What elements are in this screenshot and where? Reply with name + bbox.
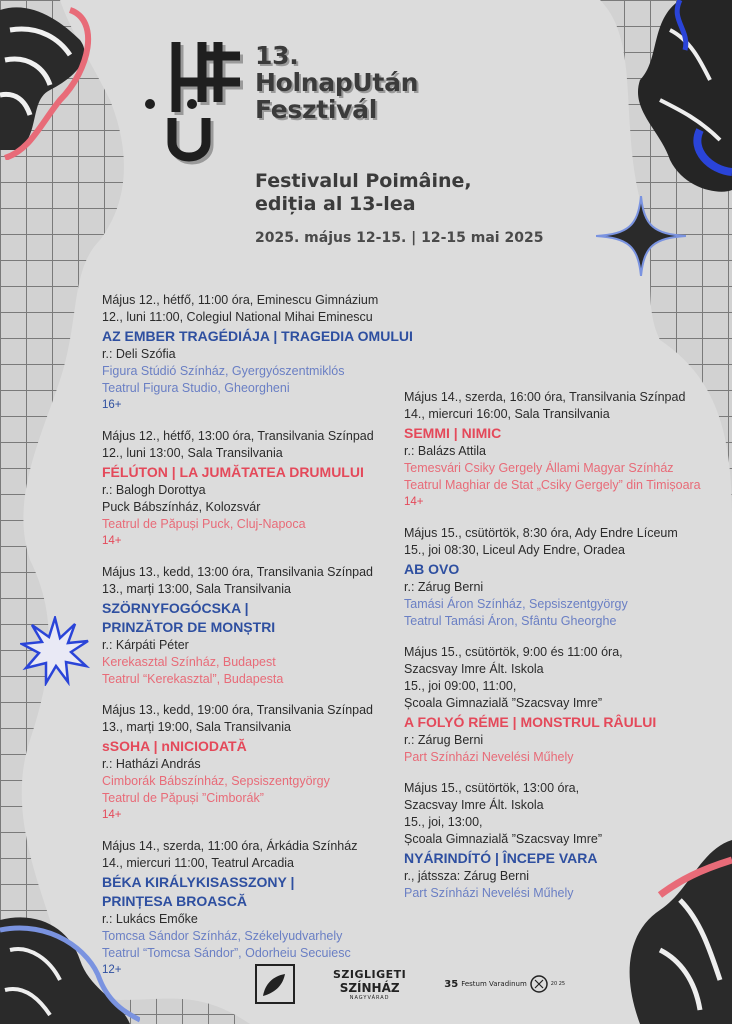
- event-item: [102, 702, 422, 824]
- event-date-hu: Május 12., hétfő, 11:00 óra, Eminescu Gimnázium: [102, 293, 379, 307]
- event-theatre-ro: Teatrul “Kerekasztal”, Budapesta: [102, 672, 284, 686]
- event-director: r.: Zárug Berni: [404, 733, 484, 747]
- event-date-ro: 12., luni 13:00, Sala Transilvania: [102, 446, 283, 460]
- event-date-hu: Május 15., csütörtök, 13:00 óra,: [404, 781, 580, 795]
- event-age: 14+: [102, 535, 122, 547]
- festum-varadinum-logo: 35 Festum Varadinum 20 25: [444, 975, 565, 993]
- event-director: r.: Balázs Attila: [404, 444, 486, 458]
- festival-ro-line1: Festivalul Poimâine,: [255, 170, 472, 192]
- event-theatre-ro: Teatrul de Păpuși ”Cimborák”: [102, 791, 264, 805]
- star-sparkle-right: [596, 196, 686, 276]
- event-age: 12+: [102, 964, 122, 976]
- event-date-hu: Május 12., hétfő, 13:00 óra, Transilvania Színpad: [102, 429, 374, 443]
- event-item: [404, 525, 729, 630]
- event-title-line2: PRINZĂTOR DE MONȘTRI: [102, 619, 276, 635]
- event-director: r.: Deli Szófia: [102, 347, 176, 361]
- event-date-ro: 15., joi, 13:00,: [404, 815, 483, 829]
- event-venue-hu: Szacsvay Imre Ált. Iskola: [404, 662, 544, 676]
- crest-icon: [530, 975, 548, 993]
- event-item: [102, 564, 422, 688]
- bird-logo-icon: [255, 964, 295, 1004]
- event-date-ro: 13., marți 13:00, Sala Transilvania: [102, 582, 291, 596]
- event-title: NYÁRINDÍTÓ | ÎNCEPE VARA: [404, 850, 598, 866]
- chrome-swirl-top-right: [630, 0, 732, 200]
- event-item: [404, 780, 729, 902]
- event-theatre-ro: Teatrul de Păpuși Puck, Cluj-Napoca: [102, 517, 306, 531]
- schedule-left-column: [102, 292, 422, 993]
- event-date-ro: 12., luni 11:00, Colegiul National Mihai Eminescu: [102, 310, 373, 324]
- event-director: r.: Kárpáti Péter: [102, 638, 189, 652]
- event-item: [404, 389, 729, 511]
- festival-name-line2: Fesztivál: [255, 95, 378, 124]
- event-venue-ro: Școala Gimnazială ”Szacsvay Imre”: [404, 696, 602, 710]
- event-date-ro: 14., miercuri 11:00, Teatrul Arcadia: [102, 856, 294, 870]
- event-theatre-hu: Temesvári Csiky Gergely Állami Magyar Színház: [404, 461, 674, 475]
- chrome-swirl-top-left: [0, 0, 110, 160]
- event-title-line2: PRINȚESA BROASCĂ: [102, 893, 247, 909]
- event-theatre-hu: Part Színházi Nevelési Műhely: [404, 886, 574, 900]
- festival-ro-line2: ediția al 13-lea: [255, 193, 416, 215]
- event-date-ro: 13., marți 19:00, Sala Transilvania: [102, 720, 291, 734]
- event-director: r.: Zárug Berni: [404, 580, 484, 594]
- event-date-ro: 15., joi 08:30, Liceul Ady Endre, Oradea: [404, 543, 625, 557]
- event-title: FÉLÚTON | LA JUMĂTATEA DRUMULUI: [102, 464, 364, 480]
- event-theatre-ro: Teatrul Figura Studio, Gheorgheni: [102, 381, 290, 395]
- schedule-right-column: [404, 389, 729, 916]
- star-burst-left: [20, 616, 90, 686]
- event-date-ro: 15., joi 09:00, 11:00,: [404, 679, 517, 693]
- event-title-line1: SZÖRNYFOGÓCSKA |: [102, 600, 249, 616]
- event-director: r.: Balogh Dorottya: [102, 483, 206, 497]
- event-date-hu: Május 14., szerda, 11:00 óra, Árkádia Színház: [102, 839, 358, 853]
- event-theatre-hu: Tamási Áron Színház, Sepsiszentgyörgy: [404, 597, 628, 611]
- event-date-hu: Május 13., kedd, 19:00 óra, Transilvania Színpad: [102, 703, 373, 717]
- event-age: 14+: [404, 496, 424, 508]
- event-age: 16+: [102, 399, 122, 411]
- event-title: A FOLYÓ RÉME | MONSTRUL RÂULUI: [404, 714, 657, 730]
- event-date-hu: Május 13., kedd, 13:00 óra, Transilvania Színpad: [102, 565, 373, 579]
- event-theatre-hu: Cimborák Bábszínház, Sepsiszentgyörgy: [102, 774, 330, 788]
- event-theatre-hu: Figura Stúdió Színház, Gyergyószentmiklós: [102, 364, 345, 378]
- event-date-hu: Május 14., szerda, 16:00 óra, Transilvania Színpad: [404, 390, 686, 404]
- event-theatre-hu: Kerekasztal Színház, Budapest: [102, 655, 276, 669]
- event-theatre-ro: Teatrul Maghiar de Stat „Csiky Gergely” din Timișoara: [404, 478, 701, 492]
- festival-dates: 2025. május 12-15. | 12-15 mai 2025: [255, 230, 544, 246]
- event-venue-ro: Școala Gimnazială ”Szacsvay Imre”: [404, 832, 602, 846]
- event-item: [102, 838, 422, 979]
- event-theatre-hu: Part Színházi Nevelési Műhely: [404, 750, 574, 764]
- event-date-hu: Május 15., csütörtök, 9:00 és 11:00 óra,: [404, 645, 623, 659]
- event-date-hu: Május 15., csütörtök, 8:30 óra, Ady Endre Líceum: [404, 526, 678, 540]
- event-theatre-hu: Tomcsa Sándor Színház, Székelyudvarhely: [102, 929, 343, 943]
- event-title: AZ EMBER TRAGÉDIÁJA | TRAGEDIA OMULUI: [102, 328, 413, 344]
- event-theatre-ro: Teatrul Tamási Áron, Sfântu Gheorghe: [404, 614, 617, 628]
- festival-name-line1: HolnapUtán: [255, 68, 419, 97]
- festival-edition: 13.: [255, 41, 299, 70]
- festival-logo-icon: [144, 42, 254, 172]
- event-director: r., játssza: Zárug Berni: [404, 869, 530, 883]
- event-item: [102, 292, 422, 414]
- event-title: sSOHA | nNICIODATĂ: [102, 738, 247, 754]
- event-theatre-ro: Teatrul “Tomcsa Sándor”, Odorheiu Secuiesc: [102, 946, 351, 960]
- sponsor-logos: [255, 964, 565, 1004]
- event-venue-hu: Szacsvay Imre Ált. Iskola: [404, 798, 544, 812]
- event-title: AB OVO: [404, 561, 460, 577]
- event-date-ro: 14., miercuri 16:00, Sala Transilvania: [404, 407, 610, 421]
- szigligeti-logo: SZIGLIGETI SZÍNHÁZ NAGYVÁRAD: [333, 967, 407, 1001]
- event-item: [102, 428, 422, 550]
- event-director: r.: Hatházi András: [102, 757, 201, 771]
- event-item: [404, 644, 729, 766]
- event-title-line1: BÉKA KIRÁLYKISASSZONY |: [102, 874, 295, 890]
- event-age: 14+: [102, 809, 122, 821]
- event-director: r.: Lukács Emőke: [102, 912, 198, 926]
- event-theatre-hu: Puck Bábszínház, Kolozsvár: [102, 500, 261, 514]
- event-title: SEMMI | NIMIC: [404, 425, 502, 441]
